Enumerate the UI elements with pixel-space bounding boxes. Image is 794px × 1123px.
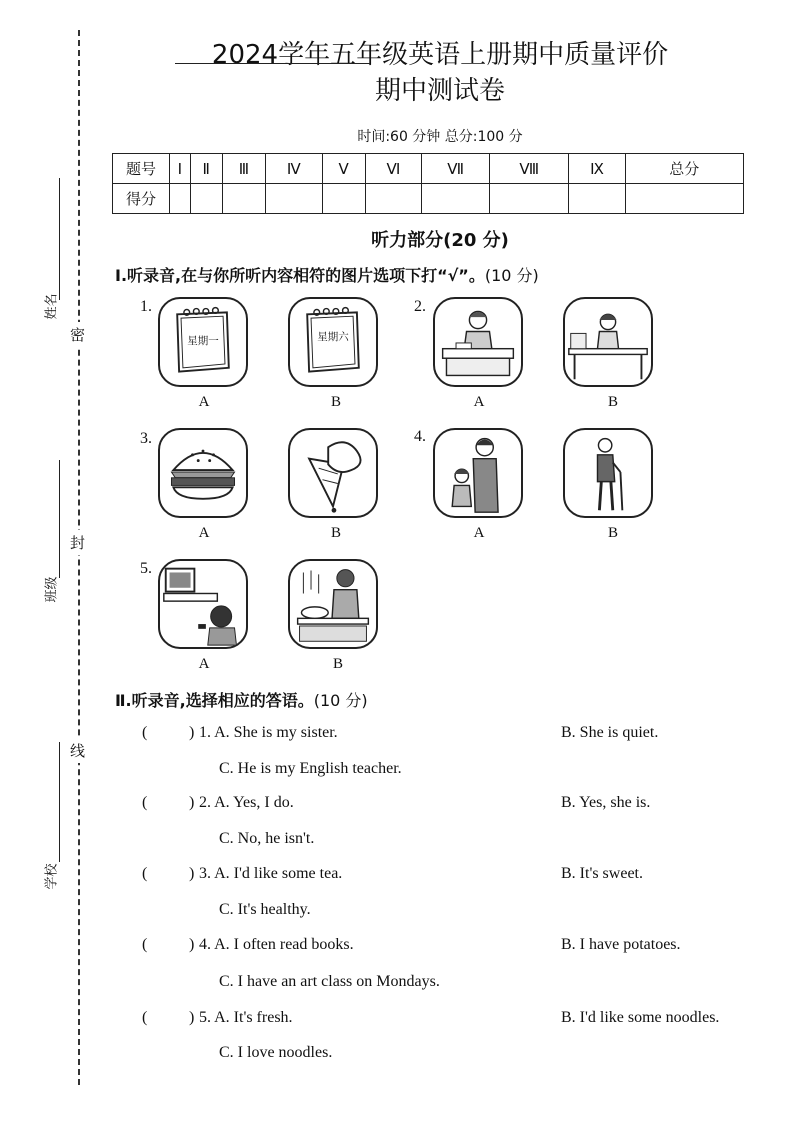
old-man-walking-icon[interactable]	[563, 428, 653, 518]
q3-option-a: 3. A. I'd like some tea.	[199, 865, 343, 882]
part2-heading	[115, 688, 368, 711]
answer-paren-close-5: )	[189, 1009, 195, 1026]
item4-option-b: B	[607, 525, 618, 541]
score-input[interactable]	[322, 184, 365, 214]
part2-heading-text: Ⅱ.听录音,选择相应的答语。	[115, 691, 314, 710]
score-cell-9: Ⅸ	[569, 154, 625, 184]
item2-option-b: B	[607, 394, 618, 410]
item-number-4: 4.	[414, 428, 426, 445]
item4-option-a: A	[473, 525, 485, 541]
score-input-total[interactable]	[625, 184, 743, 214]
q2-option-a: 2. A. Yes, I do.	[199, 794, 294, 811]
score-input[interactable]	[365, 184, 422, 214]
calendar-saturday-text: 星期六	[317, 331, 349, 344]
score-cell-7: Ⅶ	[422, 154, 490, 184]
score-cell-4: Ⅳ	[266, 154, 323, 184]
name-label: 姓名	[44, 293, 60, 320]
calendar-monday-icon[interactable]	[158, 297, 248, 387]
score-cell-6: Ⅵ	[365, 154, 422, 184]
part1-points: (10 分)	[484, 266, 539, 285]
score-table	[112, 153, 744, 214]
score-table-header-row	[113, 154, 744, 184]
item3-option-a: A	[198, 525, 210, 541]
q2-option-b: B. Yes, she is.	[561, 794, 651, 811]
score-cell-total: 总分	[625, 154, 743, 184]
score-cell-3: Ⅲ	[222, 154, 265, 184]
cooking-icon[interactable]	[288, 559, 378, 649]
item-number-3: 3.	[140, 430, 152, 447]
item-number-2: 2.	[414, 298, 426, 315]
q4-option-b: B. I have potatoes.	[561, 936, 681, 953]
item5-option-a: A	[198, 656, 210, 672]
listening-section-title: 听力部分(20 分)	[371, 230, 509, 251]
time-and-score-info: 时间:60 分钟 总分:100 分	[357, 129, 523, 145]
class-label: 班级	[44, 576, 60, 603]
score-table-score-row	[113, 184, 744, 214]
calendar-saturday-icon[interactable]	[288, 297, 378, 387]
item-number-1: 1.	[140, 298, 152, 315]
exam-subtitle: 期中测试卷	[374, 76, 505, 106]
score-input[interactable]	[422, 184, 490, 214]
answer-paren-open-2[interactable]: (	[142, 794, 148, 811]
score-input[interactable]	[190, 184, 222, 214]
seal-char-xian: 线	[70, 738, 85, 763]
class-blank-line	[59, 460, 60, 578]
part1-heading-text: Ⅰ.听录音,在与你所听内容相符的图片选项下打“√”。	[115, 266, 485, 285]
score-cell-5: Ⅴ	[322, 154, 365, 184]
score-input[interactable]	[569, 184, 625, 214]
q1-option-c: C. He is my English teacher.	[219, 760, 402, 777]
name-blank-line	[59, 178, 60, 300]
score-input[interactable]	[266, 184, 323, 214]
girl-reading-icon[interactable]	[563, 297, 653, 387]
answer-paren-open-3[interactable]: (	[142, 865, 148, 882]
title-underline	[175, 63, 370, 64]
ice-cream-icon[interactable]	[288, 428, 378, 518]
hamburger-icon[interactable]	[158, 428, 248, 518]
school-blank-line	[59, 742, 60, 862]
score-cell-8: Ⅷ	[490, 154, 569, 184]
binding-dashed-line	[78, 30, 80, 1085]
item1-option-a: A	[198, 394, 210, 410]
student-at-desk-icon[interactable]	[433, 297, 523, 387]
q1-option-a: 1. A. She is my sister.	[199, 724, 338, 741]
score-input[interactable]	[222, 184, 265, 214]
seal-char-feng: 封	[70, 530, 85, 555]
q5-option-c: C. I love noodles.	[219, 1044, 333, 1061]
score-cell-1: Ⅰ	[170, 154, 191, 184]
q2-option-c: C. No, he isn't.	[219, 830, 315, 847]
item-number-5: 5.	[140, 560, 152, 577]
item2-option-a: A	[473, 394, 485, 410]
answer-paren-close-2: )	[189, 794, 195, 811]
answer-paren-open-4[interactable]: (	[142, 936, 148, 953]
answer-paren-open-1[interactable]: (	[142, 724, 148, 741]
score-input[interactable]	[490, 184, 569, 214]
q5-option-b: B. I'd like some noodles.	[561, 1009, 720, 1026]
part1-heading	[115, 263, 539, 286]
mother-and-daughter-icon[interactable]	[433, 428, 523, 518]
part2-points: (10 分)	[313, 691, 368, 710]
q1-option-b: B. She is quiet.	[561, 724, 659, 741]
q4-option-c: C. I have an art class on Mondays.	[219, 973, 440, 990]
item3-option-b: B	[330, 525, 341, 541]
score-row-label: 得分	[113, 184, 170, 214]
answer-paren-close-3: )	[189, 865, 195, 882]
q4-option-a: 4. A. I often read books.	[199, 936, 354, 953]
answer-paren-open-5[interactable]: (	[142, 1009, 148, 1026]
watching-tv-icon[interactable]	[158, 559, 248, 649]
item1-option-b: B	[330, 394, 341, 410]
q3-option-b: B. It's sweet.	[561, 865, 643, 882]
exam-title: 2024学年五年级英语上册期中质量评价	[211, 40, 669, 70]
score-input[interactable]	[170, 184, 191, 214]
q3-option-c: C. It's healthy.	[219, 901, 311, 918]
calendar-monday-text: 星期一	[187, 334, 219, 347]
q5-option-a: 5. A. It's fresh.	[199, 1009, 293, 1026]
score-cell-label: 题号	[113, 154, 170, 184]
item5-option-b: B	[332, 656, 343, 672]
school-label: 学校	[44, 863, 60, 890]
score-cell-2: Ⅱ	[190, 154, 222, 184]
answer-paren-close-4: )	[189, 936, 195, 953]
seal-char-mi: 密	[70, 322, 85, 347]
answer-paren-close-1: )	[189, 724, 195, 741]
